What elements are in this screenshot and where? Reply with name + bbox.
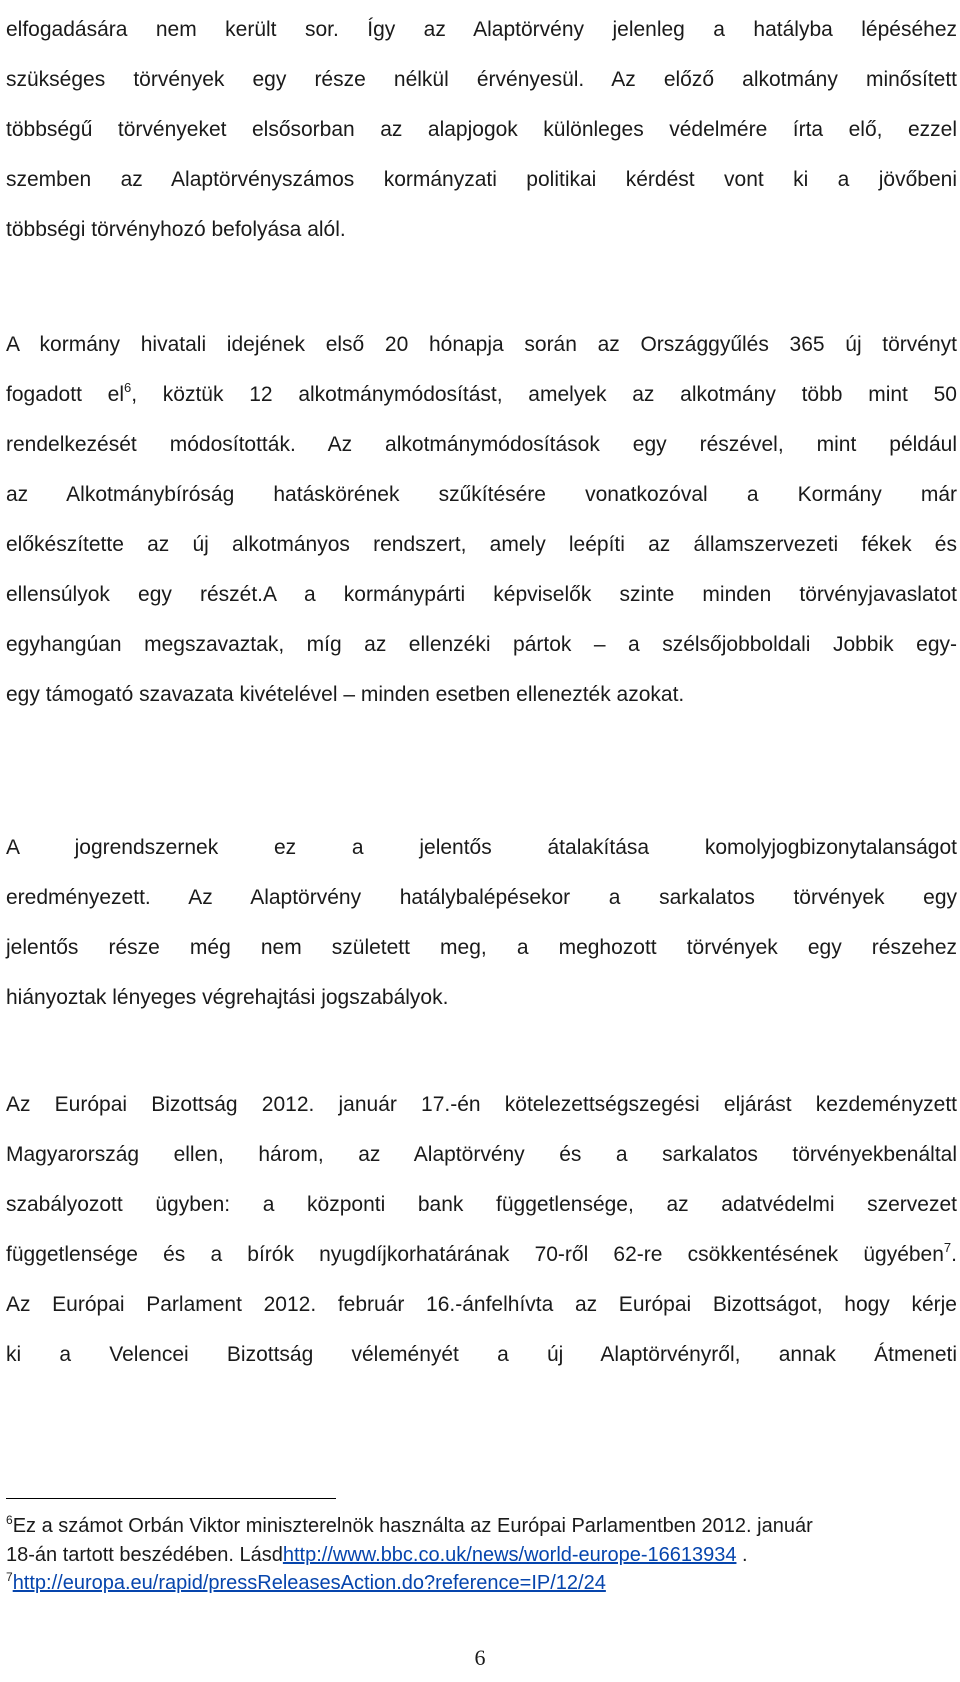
text-line: Magyarország ellen, három, az Alaptörvény és a sarkalatos törvényekbenáltal (6, 1143, 957, 1166)
text-line: rendelkezését módosították. Az alkotmánymódosítások egy részével, mint például (6, 433, 957, 456)
footnote-mark: 7 (6, 1570, 13, 1584)
footnote-ref-7[interactable]: 7 (943, 1240, 952, 1255)
footnote-separator (6, 1498, 336, 1499)
text-line: jelentős része még nem született meg, a meghozott törvények egy részehez (6, 936, 957, 959)
text-line (6, 1230, 957, 1280)
text-segment: , köztük 12 alkotmánymódosítást, amelyek az alkotmány több mint 50 (131, 383, 957, 406)
text-line: elfogadására nem került sor. Így az Alaptörvény jelenleg a hatályba lépéséhez (6, 18, 957, 41)
paragraph-kormany-torvenyek (6, 320, 957, 720)
text-line: ellensúlyok egy részét.A a kormánypárti képviselők szinte minden törvényjavaslatot (6, 583, 957, 606)
footnote-ref-6[interactable]: 6 (123, 380, 132, 395)
footnote-text: Ez a számot Orbán Viktor miniszterelnök használta az Európai Parlamentben 2012. január (12, 1515, 813, 1537)
text-line (6, 370, 957, 420)
text-line: előkészítette az új alkotmányos rendszert, amely leépíti az államszervezeti fékek és (6, 533, 957, 556)
text-line: többségű törvényeket elsősorban az alapjogok különleges védelmére írta elő, ezzel (6, 118, 957, 141)
footnote-6-continued (6, 1541, 960, 1570)
text-line: szükséges törvények egy része nélkül érvényesül. Az előző alkotmány minősített (6, 68, 957, 91)
paragraph-jogrendszer (6, 823, 957, 1023)
text-segment: fogadott el (6, 383, 124, 406)
text-line: az Alkotmánybíróság hatáskörének szűkítésére vonatkozóval a Kormány már (6, 483, 957, 506)
text-line: egyhangúan megszavaztak, míg az ellenzéki pártok – a szélsőjobboldali Jobbik egy- (6, 633, 957, 656)
footnote-7 (6, 1569, 960, 1598)
bbc-news-link[interactable]: http://www.bbc.co.uk/news/world-europe-16613934 (282, 1544, 737, 1566)
text-line: Az Európai Parlament 2012. február 16.-ánfelhívta az Európai Bizottságot, hogy kérje (6, 1293, 957, 1316)
text-line: A jogrendszernek ez a jelentős átalakítása komolyjogbizonytalanságot (6, 836, 957, 859)
footnote-6 (6, 1512, 960, 1541)
text-line: A kormány hivatali idejének első 20 hónapja során az Országgyűlés 365 új törvényt (6, 333, 957, 356)
text-line: szemben az Alaptörvényszámos kormányzati politikai kérdést vont ki a jövőbeni (6, 168, 957, 191)
europa-press-release-link[interactable]: http://europa.eu/rapid/pressReleasesAction.do?reference=IP/12/24 (12, 1572, 606, 1594)
paragraph-europai-bizottsag (6, 1080, 957, 1380)
text-segment: függetlensége és a bírók nyugdíjkorhatárának 70-ről 62-re csökkentésének ügyében (6, 1243, 944, 1266)
footnote-text: 18-án tartott beszédében. Lásd (6, 1544, 283, 1566)
text-line: eredményezett. Az Alaptörvény hatálybalépésekor a sarkalatos törvények egy (6, 886, 957, 909)
text-line: Az Európai Bizottság 2012. január 17.-én kötelezettségszegési eljárást kezdeményzett (6, 1093, 957, 1116)
text-line: ki a Velencei Bizottság véleményét a új Alaptörvényről, annak Átmeneti (6, 1343, 957, 1366)
footnote-text: . (736, 1544, 748, 1566)
page-number: 6 (474, 1645, 486, 1670)
text-line: hiányoztak lényeges végrehajtási jogszabályok. (6, 986, 449, 1009)
text-line: egy támogató szavazata kivételével – minden esetben ellenezték azokat. (6, 683, 685, 706)
text-line: szabályozott ügyben: a központi bank függetlensége, az adatvédelmi szervezet (6, 1193, 957, 1216)
paragraph-alaptorveny-sarkalatos (6, 5, 957, 255)
text-line: többségi törvényhozó befolyása alól. (6, 218, 346, 241)
footnote-mark: 6 (6, 1513, 13, 1527)
text-segment: . (951, 1243, 957, 1266)
